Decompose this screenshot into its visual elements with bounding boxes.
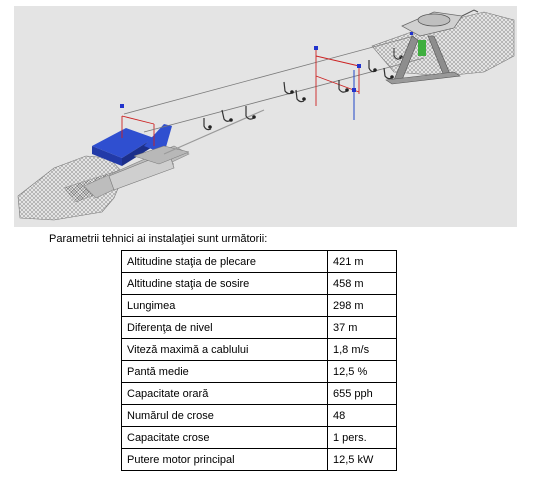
top-station-blue-marker	[410, 32, 413, 35]
parameter-name: Viteză maximă a cablului	[122, 339, 328, 361]
top-station-green-panel	[418, 40, 426, 56]
table-row	[122, 405, 397, 427]
mid-tower-blue-marker-mid	[357, 64, 361, 68]
parameter-value: 12,5 kW	[328, 449, 397, 471]
chair-seat	[208, 125, 212, 129]
table-row	[122, 317, 397, 339]
parameter-name: Altitudine staţia de sosire	[122, 273, 328, 295]
parameter-name: Putere motor principal	[122, 449, 328, 471]
parameter-value: 655 pph	[328, 383, 397, 405]
parameter-value: 37 m	[328, 317, 397, 339]
top-station-wheel	[418, 14, 450, 26]
chairlift-illustration	[14, 6, 517, 227]
parameter-name: Lungimea	[122, 295, 328, 317]
parameter-name: Capacitate crose	[122, 427, 328, 449]
table-row	[122, 295, 397, 317]
chair-seat	[373, 68, 377, 72]
table-row	[122, 251, 397, 273]
parameter-name: Pantă medie	[122, 361, 328, 383]
chair-seat	[252, 115, 256, 119]
table-row	[122, 361, 397, 383]
parameter-value: 298 m	[328, 295, 397, 317]
mid-tower-blue-marker-top	[314, 46, 318, 50]
parameter-value: 48	[328, 405, 397, 427]
technical-parameters-table	[121, 250, 397, 471]
parameter-name: Diferenţa de nivel	[122, 317, 328, 339]
table-row	[122, 273, 397, 295]
chair-seat	[302, 97, 306, 101]
parameter-name: Altitudine staţia de plecare	[122, 251, 328, 273]
parameter-value: 12,5 %	[328, 361, 397, 383]
chair-seat	[345, 88, 349, 92]
chair-seat	[229, 118, 233, 122]
table-row	[122, 383, 397, 405]
table-row	[122, 449, 397, 471]
parameter-value: 1,8 m/s	[328, 339, 397, 361]
parameter-value: 421 m	[328, 251, 397, 273]
parameter-name: Capacitate orară	[122, 383, 328, 405]
bottom-blue-marker	[120, 104, 124, 108]
parameter-value: 458 m	[328, 273, 397, 295]
parameter-name: Numărul de crose	[122, 405, 328, 427]
chair-seat	[290, 90, 294, 94]
chair-seat	[390, 75, 394, 79]
parameter-value: 1 pers.	[328, 427, 397, 449]
table-row	[122, 339, 397, 361]
mid-tower-blue-marker-low	[352, 88, 356, 92]
intro-text: Parametrii tehnici ai instalaţiei sunt următorii:	[49, 233, 268, 245]
table-row	[122, 427, 397, 449]
